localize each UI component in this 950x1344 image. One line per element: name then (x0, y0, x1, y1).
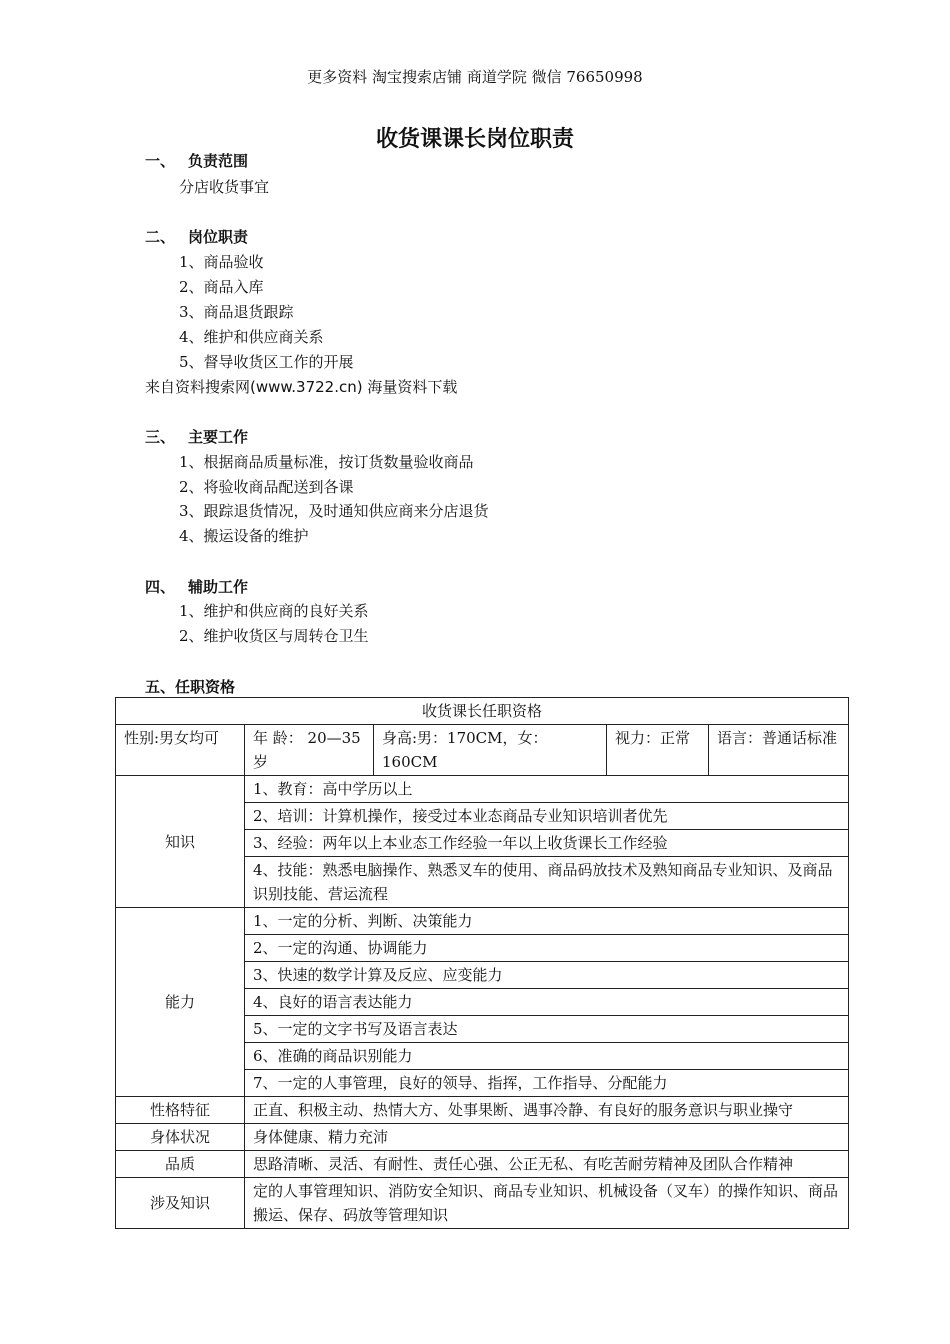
basic-language: 语言：普通话标准 (709, 725, 849, 776)
table-row (116, 1124, 849, 1151)
ability-item: 2、一定的沟通、协调能力 (245, 935, 849, 962)
row-label: 品质 (116, 1151, 245, 1178)
basic-height-vision (374, 725, 709, 776)
source-line: 来自资料搜索网(www.3722.cn) 海量资料下载 (145, 378, 458, 396)
section-line: 4、维护和供应商关系 (179, 328, 324, 346)
ability-item: 4、良好的语言表达能力 (245, 989, 849, 1016)
section-line: 5、督导收货区工作的开展 (179, 353, 354, 371)
document-title: 收货课课长岗位职责 (375, 126, 574, 152)
ability-item: 5、一定的文字书写及语言表达 (245, 1016, 849, 1043)
knowledge-item: 2、培训：计算机操作，接受过本业态商品专业知识培训者优先 (245, 803, 849, 830)
qualification-table (115, 697, 849, 1229)
ability-item: 6、准确的商品识别能力 (245, 1043, 849, 1070)
ability-label: 能力 (116, 908, 245, 1097)
section-number: 四、 (145, 578, 176, 596)
basic-height: 身高:男：170CM，女：160CM (374, 725, 607, 775)
section-heading-2 (145, 226, 248, 247)
row-value: 思路清晰、灵活、有耐性、责任心强、公正无私、有吃苦耐劳精神及团队合作精神 (245, 1151, 849, 1178)
ability-item: 3、快速的数学计算及反应、应变能力 (245, 962, 849, 989)
section-number: 二、 (145, 228, 176, 246)
ability-item: 1、一定的分析、判断、决策能力 (245, 908, 849, 935)
section-number: 一、 (145, 152, 176, 170)
row-label: 涉及知识 (116, 1178, 245, 1229)
section-line: 1、维护和供应商的良好关系 (179, 602, 369, 620)
section-line: 4、搬运设备的维护 (179, 527, 309, 545)
section-heading-4 (145, 576, 248, 597)
section-line: 3、跟踪退货情况，及时通知供应商来分店退货 (179, 502, 489, 520)
section-line: 2、维护收货区与周转仓卫生 (179, 627, 369, 645)
row-value: 定的人事管理知识、消防安全知识、商品专业知识、机械设备（叉车）的操作知识、商品搬运、保存、码放等管理知识 (245, 1178, 849, 1229)
row-label: 身体状况 (116, 1124, 245, 1151)
table-row (116, 908, 849, 935)
section-line: 2、将验收商品配送到各课 (179, 478, 354, 496)
table-row (116, 725, 849, 776)
table-row (116, 698, 849, 725)
table-row (116, 1097, 849, 1124)
header-note: 更多资料 淘宝搜索店铺 商道学院 微信 76650998 (307, 68, 643, 86)
knowledge-item: 3、经验：两年以上本业态工作经验一年以上收货课长工作经验 (245, 830, 849, 857)
knowledge-item: 1、教育：高中学历以上 (245, 776, 849, 803)
section-title: 辅助工作 (188, 578, 249, 596)
ability-item: 7、一定的人事管理，良好的领导、指挥，工作指导、分配能力 (245, 1070, 849, 1097)
basic-vision: 视力：正常 (615, 729, 691, 747)
row-value: 身体健康、精力充沛 (245, 1124, 849, 1151)
section-line: 1、商品验收 (179, 253, 264, 271)
table-caption: 收货课长任职资格 (116, 698, 849, 725)
section-title: 岗位职责 (188, 228, 249, 246)
section-heading-1 (145, 150, 248, 171)
knowledge-label: 知识 (116, 776, 245, 908)
section-line: 2、商品入库 (179, 278, 264, 296)
section-title: 主要工作 (188, 428, 249, 446)
table-row (116, 776, 849, 803)
table-row (116, 1151, 849, 1178)
row-value: 正直、积极主动、热情大方、处事果断、遇事冷静、有良好的服务意识与职业操守 (245, 1097, 849, 1124)
section-title: 负责范围 (188, 152, 249, 170)
section-number: 三、 (145, 428, 176, 446)
section-line: 1、根据商品质量标准，按订货数量验收商品 (179, 453, 474, 471)
section-title-full: 五、任职资格 (145, 678, 236, 696)
section-line: 3、商品退货跟踪 (179, 303, 294, 321)
basic-gender: 性别:男女均可 (116, 725, 245, 776)
row-label: 性格特征 (116, 1097, 245, 1124)
section-line: 分店收货事宜 (179, 178, 270, 196)
table-row (116, 1178, 849, 1229)
knowledge-item: 4、技能：熟悉电脑操作、熟悉叉车的使用、商品码放技术及熟知商品专业知识、及商品识别技能、营运流程 (245, 857, 849, 908)
section-heading-3 (145, 426, 248, 447)
section-heading-5 (145, 676, 235, 697)
basic-age: 年 龄： 20—35岁 (245, 725, 374, 776)
